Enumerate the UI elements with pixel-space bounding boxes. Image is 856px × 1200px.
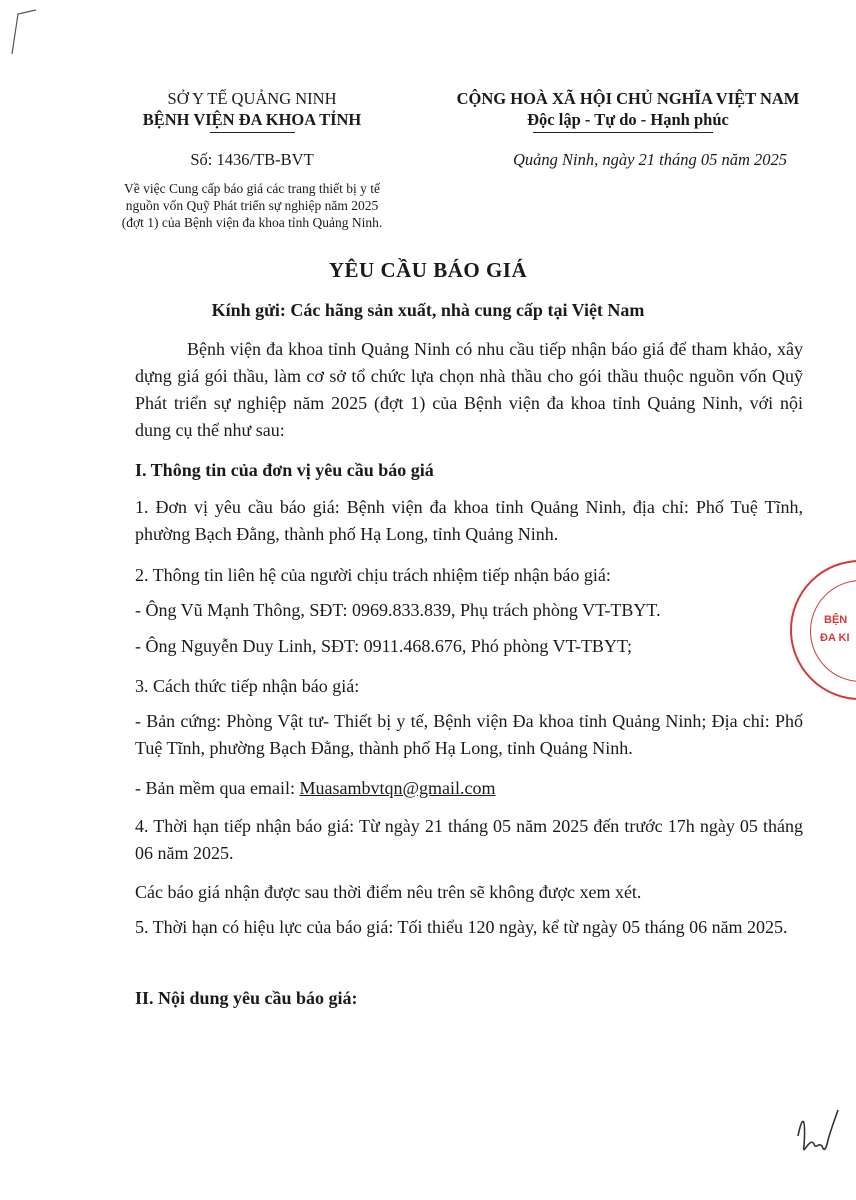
document-title: YÊU CẦU BÁO GIÁ	[328, 258, 528, 282]
seal-inner-ring	[810, 580, 856, 682]
seal-text: BỆN	[824, 614, 848, 626]
section1-item5: 5. Thời hạn có hiệu lực của báo giá: Tối thiểu 120 ngày, kể từ ngày 05 tháng 06 năm 2025.	[135, 917, 788, 937]
section1-item1: 1. Đơn vị yêu cầu báo giá: Bệnh viện đa khoa tỉnh Quảng Ninh, địa chỉ: Phố Tuệ Tĩnh, phường Bạch Đằng, thành phố Hạ Long, tỉnh Quảng Ninh.	[135, 497, 803, 544]
recipient-line: Kính gửi: Các hãng sản xuất, nhà cung cấp tại Việt Nam	[211, 300, 645, 320]
subject-line: (đợt 1) của Bệnh viện đa khoa tỉnh Quảng Ninh.	[121, 215, 383, 230]
national-header	[428, 88, 828, 130]
national-motto: Độc lập - Tự do - Hạnh phúc	[527, 110, 729, 129]
hardcopy-line: - Bản cứng: Phòng Vật tư- Thiết bị y tế, Bệnh viện Đa khoa tỉnh Quảng Ninh; Địa chỉ: Phố Tuệ Tĩnh, phường Bạch Đằng, thành phố Hạ Long, tỉnh Quảng Ninh.	[135, 711, 803, 758]
document-number: Số: 1436/TB-BVT	[190, 150, 314, 169]
contact-line-1: - Ông Vũ Mạnh Thông, SĐT: 0969.833.839, Phụ trách phòng VT-TBYT.	[135, 600, 661, 620]
signature-icon	[792, 1106, 842, 1166]
section2-heading: II. Nội dung yêu cầu báo giá:	[135, 988, 358, 1008]
section1-item2: 2. Thông tin liên hệ của người chịu trách nhiệm tiếp nhận báo giá:	[135, 565, 611, 585]
subject-line: Về việc Cung cấp báo giá các trang thiết bị y tế	[123, 181, 381, 196]
seal-text: ĐA KI	[820, 632, 850, 644]
document-subject	[106, 180, 398, 231]
softcopy-line	[135, 775, 803, 802]
contact-line-2: - Ông Nguyễn Duy Linh, SĐT: 0911.468.676, Phó phòng VT-TBYT;	[135, 636, 632, 656]
section1-item3: 3. Cách thức tiếp nhận báo giá:	[135, 676, 360, 696]
issuer-underline	[210, 132, 295, 133]
issuer-department: SỞ Y TẾ QUẢNG NINH	[167, 89, 337, 108]
issuer-hospital: BỆNH VIỆN ĐA KHOA TỈNH	[142, 110, 362, 129]
late-quote-note: Các báo giá nhận được sau thời điểm nêu trên sẽ không được xem xét.	[135, 882, 642, 902]
softcopy-label: - Bản mềm qua email:	[135, 778, 300, 798]
motto-underline	[533, 132, 713, 133]
email-link[interactable]: Muasambvtqn@gmail.com	[299, 778, 496, 798]
national-title: CỘNG HOÀ XÃ HỘI CHỦ NGHĨA VIỆT NAM	[456, 89, 800, 108]
issuer-header	[118, 88, 386, 130]
section1-heading: I. Thông tin của đơn vị yêu cầu báo giá	[135, 460, 434, 480]
document-date: Quảng Ninh, ngày 21 tháng 05 năm 2025	[512, 150, 788, 169]
section1-item4: 4. Thời hạn tiếp nhận báo giá: Từ ngày 21 tháng 05 năm 2025 đến trước 17h ngày 05 tháng 06 năm 2025.	[135, 816, 803, 863]
subject-line: nguồn vốn Quỹ Phát triển sự nghiệp năm 2025	[125, 198, 379, 213]
scan-mark-icon	[8, 8, 38, 58]
intro-paragraph: Bệnh viện đa khoa tỉnh Quảng Ninh có nhu cầu tiếp nhận báo giá để tham khảo, xây dựng giá gói thầu, làm cơ sở tổ chức lựa chọn nhà thầu cho gói thầu thuộc nguồn vốn Quỹ Phát triển sự nghiệp năm 2025 (đợt 1) của Bệnh viện đa khoa tỉnh Quảng Ninh, với nội dung cụ thể như sau:	[135, 339, 803, 440]
